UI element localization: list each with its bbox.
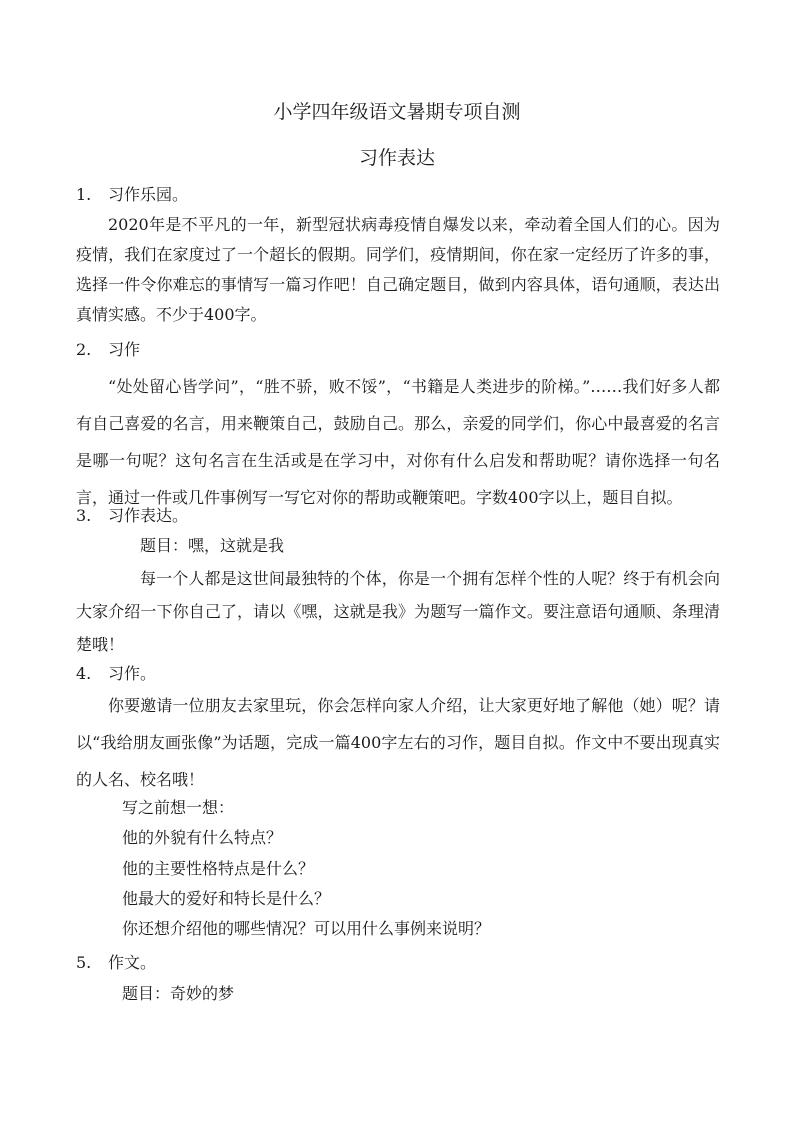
question-5-heading bbox=[76, 950, 156, 973]
question-number: 5. bbox=[76, 953, 92, 972]
question-3-text: 每一个人都是这世间最独特的个体，你是一个拥有怎样个性的人呢？终于有机会向大家介绍一下你自己了，请以《嘿，这就是我》为题写一篇作文。要注意语句通顺、条理清楚哦！ bbox=[76, 569, 720, 654]
question-4-think-title: 写之前想一想： bbox=[122, 798, 235, 817]
question-2-text: “处处留心皆学问”，“胜不骄，败不馁”，“书籍是人类进步的阶梯。”……我们好多人都有自己喜爱的名言，用来鞭策自己，鼓励自己。那么，亲爱的同学们，你心中最喜爱的名言是哪一句呢？这句名言在生活或是在学习中，对你有什么启发和帮助呢？请你选择一句名言，通过一件或几件事例写一写它对你的帮助或鞭策吧。字数400字以上，题目自拟。 bbox=[76, 377, 720, 507]
think-prompt: 你还想介绍他的哪些情况？可以用什么事例来说明？ bbox=[122, 919, 491, 938]
question-5-topic: 题目：奇妙的梦 bbox=[122, 984, 235, 1003]
question-number: 4. bbox=[76, 664, 92, 683]
question-title: 习作乐园。 bbox=[108, 185, 189, 204]
question-number: 1. bbox=[76, 185, 92, 204]
question-3-topic: 题目：嘿，这就是我 bbox=[140, 536, 285, 555]
question-4-text: 你要邀请一位朋友去家里玩，你会怎样向家人介绍，让大家更好地了解他（她）呢？请以“我给朋友画张像”为话题，完成一篇400字左右的习作，题目自拟。作文中不要出现真实的人名、校名哦！ bbox=[76, 696, 720, 789]
page-subtitle: 习作表达 bbox=[358, 147, 435, 169]
question-title: 习作 bbox=[108, 340, 141, 359]
question-1-heading bbox=[76, 182, 188, 205]
page-title: 小学四年级语文暑期专项自测 bbox=[273, 101, 521, 123]
question-1-text: 2020年是不平凡的一年，新型冠状病毒疫情自爆发以来，牵动着全国人们的心。因为疫情，我们在家度过了一个超长的假期。同学们，疫情期间，你在家一定经历了许多的事，选择一件令你难忘的事情写一篇习作吧！自己确定题目，做到内容具体，语句通顺，表达出真情实感。不少于400字。 bbox=[76, 215, 720, 324]
question-number: 3. bbox=[76, 506, 92, 525]
think-prompt: 他的主要性格特点是什么？ bbox=[122, 859, 315, 878]
question-3-heading bbox=[76, 503, 188, 526]
think-prompt: 他最大的爱好和特长是什么？ bbox=[122, 889, 331, 908]
think-prompt: 他的外貌有什么特点？ bbox=[122, 828, 283, 847]
question-title: 作文。 bbox=[108, 953, 157, 972]
question-number: 2. bbox=[76, 340, 92, 359]
question-title: 习作。 bbox=[108, 664, 157, 683]
question-4-heading bbox=[76, 661, 156, 684]
question-2-heading bbox=[76, 337, 140, 360]
question-title: 习作表达。 bbox=[108, 506, 189, 525]
